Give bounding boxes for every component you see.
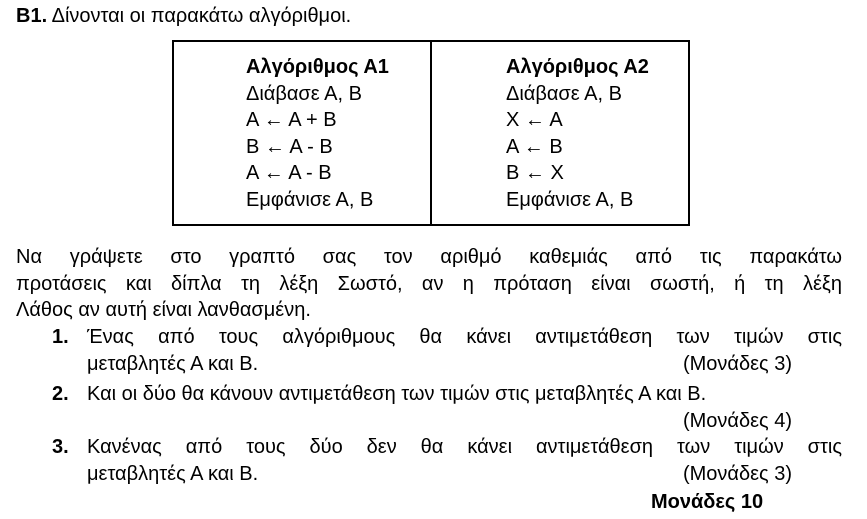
question-number: 1.: [52, 326, 69, 348]
question-item: [52, 434, 842, 487]
question-marks: (Μονάδες 4): [682, 409, 792, 432]
question-header: [16, 3, 351, 29]
question-line: Κανένας από τους δύο δεν θα κάνει αντιμετάθεση των τιμών στις: [87, 436, 842, 458]
question-text: [87, 381, 842, 408]
question-line: Ένας από τους αλγόριθμους θα κάνει αντιμετάθεση των τιμών στις: [87, 326, 842, 348]
question-intro: Δίνονται οι παρακάτω αλγόριθμοι.: [51, 5, 352, 27]
question-marks: (Μονάδες 3): [682, 462, 792, 485]
algorithms-table: [172, 40, 690, 226]
paragraph-line: Λάθος αν αυτή είναι λανθασμένη.: [16, 299, 311, 321]
algorithm-line: Εμφάνισε Α, Β: [506, 188, 634, 211]
question-number: 3.: [52, 436, 69, 458]
algorithm-a1: [246, 54, 389, 213]
instructions-paragraph: [16, 244, 842, 324]
question-marks: (Μονάδες 3): [682, 352, 792, 375]
algorithm-title: Αλγόριθμος Α1: [246, 56, 389, 78]
algorithm-line: Εμφάνισε Α, Β: [246, 188, 374, 211]
question-label: Β1.: [16, 5, 48, 27]
algorithm-line: Β ← Α - Β: [246, 135, 333, 158]
paragraph-line: προτάσεις και δίπλα τη λέξη Σωστό, αν η πρόταση είναι σωστή, ή τη λέξη: [16, 272, 842, 295]
total-marks: Μονάδες 10: [651, 491, 764, 513]
algorithm-line: Α ← Α - Β: [246, 162, 332, 184]
paragraph-line: Να γράψετε στο γραπτό σας τον αριθμό καθεμιάς από τις παρακάτω: [16, 246, 842, 268]
algorithm-a2: [506, 54, 649, 213]
question-line: Και οι δύο θα κάνουν αντιμετάθεση των τιμών στις μεταβλητές Α και Β.: [87, 383, 707, 405]
question-item: [52, 381, 842, 434]
algorithm-line: Β ← Χ: [506, 162, 564, 184]
algorithm-line: Διάβασε Α, Β: [506, 82, 622, 105]
question-line: μεταβλητές Α και Β.: [87, 352, 259, 375]
question-item: [52, 324, 842, 377]
question-number: 2.: [52, 383, 69, 405]
question-line: μεταβλητές Α και Β.: [87, 462, 259, 485]
table-divider: [430, 42, 432, 224]
algorithm-line: Α ← Β: [506, 135, 563, 158]
algorithm-line: Διάβασε Α, Β: [246, 82, 362, 105]
algorithm-title: Αλγόριθμος Α2: [506, 56, 649, 78]
algorithm-line: Χ ← Α: [506, 109, 563, 131]
algorithm-line: Α ← Α + Β: [246, 109, 337, 131]
